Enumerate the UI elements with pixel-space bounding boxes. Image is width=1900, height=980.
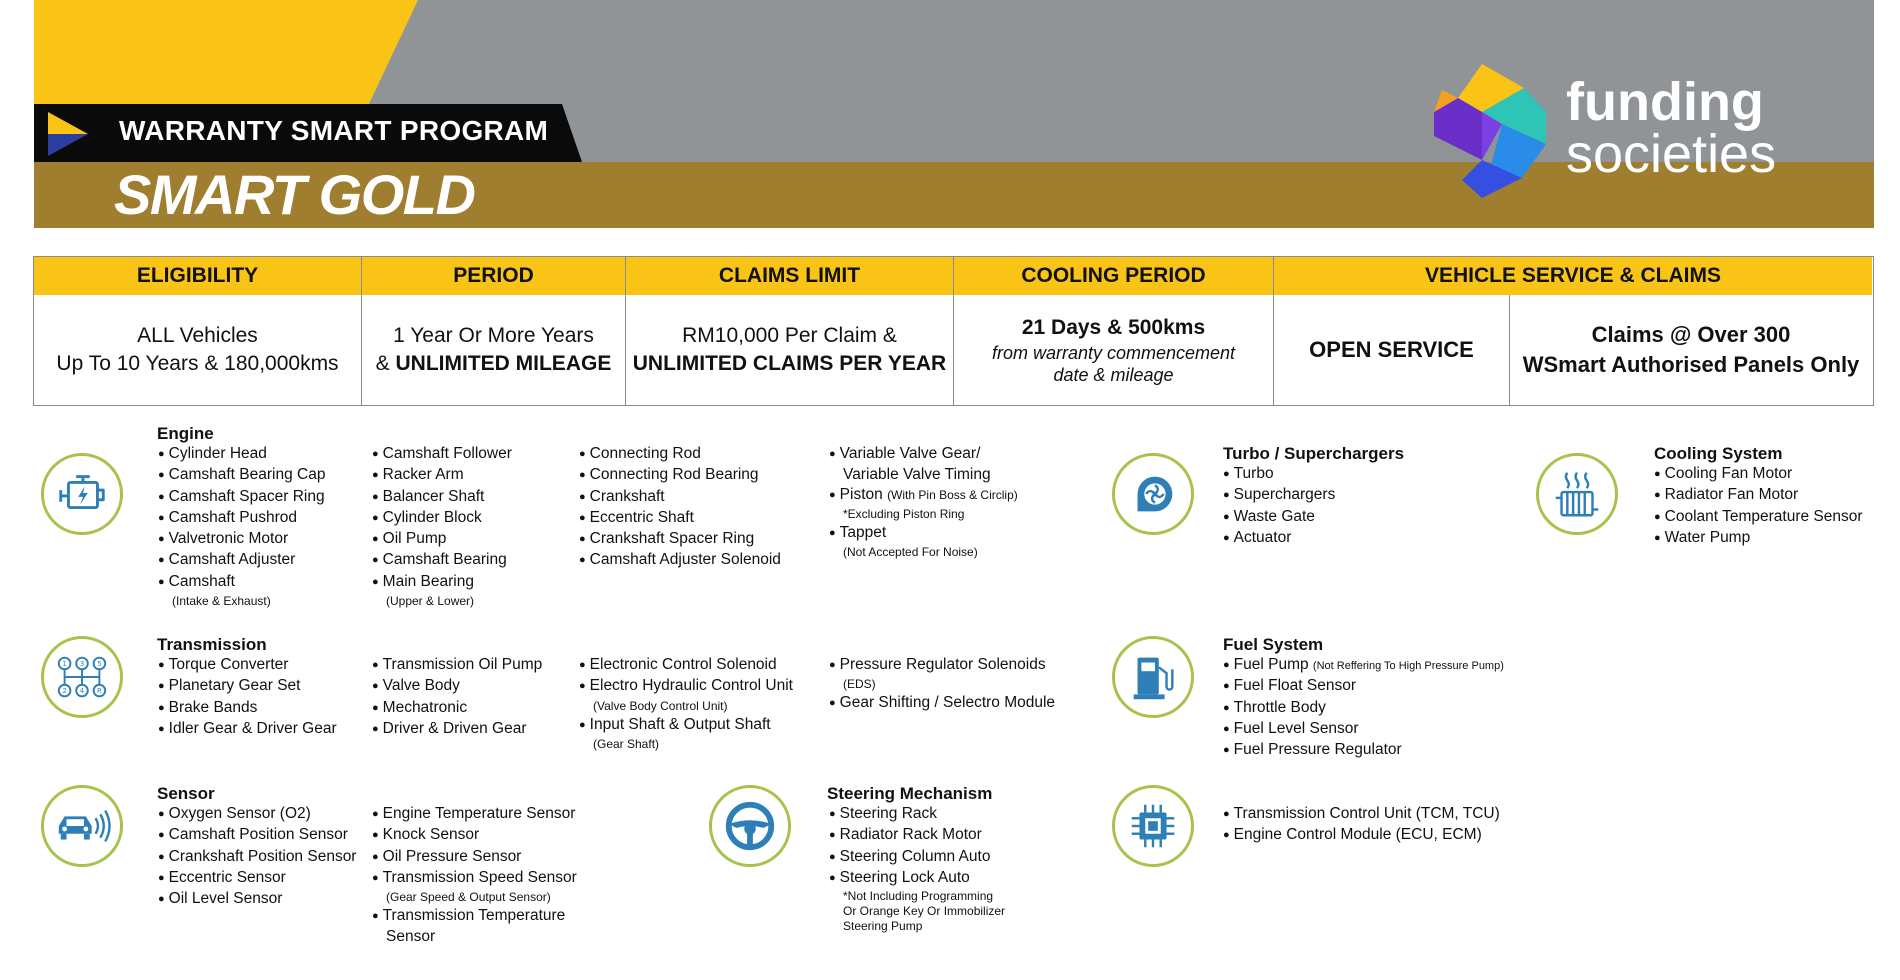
- list-item: ● Transmission Temperature: [372, 906, 577, 927]
- engine-title: Engine: [157, 424, 214, 443]
- cooling-period-line-2: from warranty commencement: [991, 343, 1236, 363]
- list-item: ● Valvetronic Motor: [158, 529, 325, 550]
- cooling-period-line-1: 21 Days & 500kms: [1021, 316, 1206, 339]
- list-item: ● Waste Gate: [1223, 507, 1335, 528]
- list-note: (Upper & Lower): [386, 594, 475, 609]
- list-item: ● Gear Shifting / Selectro Module: [829, 693, 1055, 714]
- list-item: ● Camshaft Position Sensor: [158, 825, 356, 846]
- list-item: ● Fuel Pressure Regulator: [1223, 740, 1504, 761]
- fuel-pump-label: Fuel Pump: [1233, 656, 1309, 673]
- list-item: ● Torque Converter: [158, 655, 337, 676]
- list-item: ● Mechatronic: [372, 698, 542, 719]
- control-module-list: [1223, 804, 1500, 847]
- list-item-continued: Variable Valve Timing: [843, 466, 991, 484]
- list-item: ● Crankshaft Spacer Ring: [579, 529, 781, 550]
- svg-text:2: 2: [62, 686, 67, 695]
- list-item: ● Camshaft Adjuster Solenoid: [579, 550, 781, 571]
- engine-list-4: [829, 444, 1018, 561]
- list-item: ● Steering Column Auto: [829, 847, 1005, 868]
- list-item: ● Connecting Rod: [579, 444, 781, 465]
- period-line-2: [376, 350, 612, 378]
- list-item: ● Connecting Rod Bearing: [579, 465, 781, 486]
- list-item: ● Crankshaft: [579, 487, 781, 508]
- eligibility-header: ELIGIBILITY: [34, 257, 361, 295]
- list-item-continued: Sensor: [386, 928, 436, 946]
- list-item: ● Pressure Regulator Solenoids: [829, 655, 1055, 676]
- period-line-2-prefix: &: [375, 352, 396, 375]
- list-item: ● Idler Gear & Driver Gear: [158, 719, 337, 740]
- engine-list-2: [372, 444, 512, 610]
- turbo-list: [1223, 464, 1335, 549]
- svg-text:5: 5: [97, 659, 102, 668]
- list-item: ● Eccentric Sensor: [158, 868, 356, 889]
- list-note: (Gear Speed & Output Sensor): [386, 890, 551, 905]
- engine-list-3: [579, 444, 781, 572]
- list-item: ● Balancer Shaft: [372, 487, 512, 508]
- list-item: ● Radiator Fan Motor: [1654, 485, 1863, 506]
- funding-societies-logo-icon: [1412, 60, 1552, 200]
- list-item: ● Electro Hydraulic Control Unit: [579, 676, 793, 697]
- claims-limit-line-2: UNLIMITED CLAIMS PER YEAR: [632, 352, 947, 375]
- list-item: ● Camshaft: [158, 572, 325, 593]
- transmission-title: Transmission: [157, 635, 267, 654]
- cooling-list: [1654, 464, 1863, 549]
- cooling-title: Cooling System: [1654, 444, 1783, 463]
- list-item: ● Cylinder Block: [372, 508, 512, 529]
- vehicle-service-header: VEHICLE SERVICE & CLAIMS: [1274, 257, 1872, 295]
- open-service-label: OPEN SERVICE: [1309, 337, 1474, 362]
- svg-text:R: R: [97, 686, 102, 695]
- list-item: ● Tappet: [829, 523, 1018, 544]
- steering-wheel-icon: [709, 785, 791, 867]
- list-item: ● Valve Body: [372, 676, 542, 697]
- transmission-list-4: [829, 655, 1055, 715]
- list-item: ● Oil Pressure Sensor: [372, 847, 577, 868]
- cooling-period-column: [954, 257, 1274, 405]
- logo-line-1: funding: [1566, 72, 1764, 132]
- list-note: (Valve Body Control Unit): [593, 698, 728, 713]
- sensor-list-2: [372, 804, 577, 947]
- claims-limit-line-1: RM10,000 Per Claim &: [682, 324, 897, 347]
- transmission-list-2: [372, 655, 542, 740]
- eligibility-column: [34, 257, 362, 405]
- period-body: [362, 295, 625, 405]
- claims-panel-cell: [1510, 295, 1872, 405]
- sensor-list-1: [158, 804, 356, 910]
- fuel-pump-detail: (Not Reffering To High Pressure Pump): [1312, 660, 1504, 672]
- list-item: ● Transmission Control Unit (TCM, TCU): [1223, 804, 1500, 825]
- transmission-list-1: [158, 655, 337, 740]
- summary-table: [33, 256, 1874, 406]
- engine-list-1: [158, 444, 325, 610]
- list-item: ● Steering Rack: [829, 804, 1005, 825]
- claims-panel-line-2: WSmart Authorised Panels Only: [1522, 352, 1860, 377]
- list-note: *Excluding Piston Ring: [843, 506, 965, 521]
- logo-wordmark: [1566, 72, 1777, 184]
- cooling-period-header: COOLING PERIOD: [954, 257, 1273, 295]
- engine-icon: [41, 453, 123, 535]
- piston-detail: (With Pin Boss & Circlip): [887, 487, 1018, 502]
- list-item: ● Camshaft Follower: [372, 444, 512, 465]
- list-item: ● Electronic Control Solenoid: [579, 655, 793, 676]
- chip-icon: [1112, 785, 1194, 867]
- list-item: [1223, 655, 1504, 676]
- cooling-period-line-3: date & mileage: [1053, 365, 1174, 385]
- list-item: ● Camshaft Adjuster: [158, 550, 325, 571]
- list-item: [829, 485, 1018, 506]
- list-item: ● Camshaft Spacer Ring: [158, 487, 325, 508]
- list-item: ● Transmission Speed Sensor: [372, 868, 577, 889]
- list-item: ● Fuel Level Sensor: [1223, 719, 1504, 740]
- list-note: Steering Pump: [843, 919, 923, 934]
- vehicle-service-body: [1274, 295, 1872, 405]
- svg-text:3: 3: [79, 659, 85, 668]
- cooling-period-body: [954, 295, 1273, 405]
- list-item: ● Throttle Body: [1223, 698, 1504, 719]
- turbo-title: Turbo / Superchargers: [1223, 444, 1405, 463]
- list-item: ● Cylinder Head: [158, 444, 325, 465]
- fuel-pump-icon: [1112, 636, 1194, 718]
- eligibility-body: [34, 295, 361, 405]
- transmission-list-3: [579, 655, 793, 753]
- list-item: ● Camshaft Bearing: [372, 550, 512, 571]
- list-item: ● Turbo: [1223, 464, 1335, 485]
- list-item: ● Oil Level Sensor: [158, 889, 356, 910]
- period-header: PERIOD: [362, 257, 625, 295]
- claims-limit-body: [626, 295, 953, 405]
- list-item: ● Planetary Gear Set: [158, 676, 337, 697]
- list-item: ● Knock Sensor: [372, 825, 577, 846]
- list-note: *Not Including Programming: [843, 889, 994, 904]
- list-item: ● Oxygen Sensor (O2): [158, 804, 356, 825]
- fuel-list: [1223, 655, 1504, 761]
- list-item: ● Input Shaft & Output Shaft: [579, 715, 793, 736]
- logo-line-2: societies: [1566, 124, 1777, 184]
- list-note: Or Orange Key Or Immobilizer: [843, 904, 1006, 919]
- period-column: [362, 257, 626, 405]
- vehicle-service-column: [1274, 257, 1872, 405]
- car-sensor-icon: [41, 785, 123, 867]
- list-item: ● Racker Arm: [372, 465, 512, 486]
- list-note: (Gear Shaft): [593, 736, 660, 751]
- eligibility-line-2: Up To 10 Years & 180,000kms: [56, 352, 339, 375]
- claims-limit-header: CLAIMS LIMIT: [626, 257, 953, 295]
- open-service-cell: [1274, 295, 1510, 405]
- header-banner: [34, 0, 1874, 228]
- list-item: ● Main Bearing: [372, 572, 512, 593]
- list-item: ● Eccentric Shaft: [579, 508, 781, 529]
- steering-title: Steering Mechanism: [827, 784, 993, 803]
- list-item: ● Camshaft Pushrod: [158, 508, 325, 529]
- list-item: ● Water Pump: [1654, 528, 1863, 549]
- list-item: ● Engine Temperature Sensor: [372, 804, 577, 825]
- list-note: (Intake & Exhaust): [172, 594, 271, 609]
- list-item: ● Cooling Fan Motor: [1654, 464, 1863, 485]
- claims-panel-line-1: Claims @ Over 300: [1591, 322, 1791, 347]
- list-note: (Not Accepted For Noise): [843, 545, 978, 560]
- steering-list: [829, 804, 1005, 934]
- period-line-1: 1 Year Or More Years: [393, 324, 594, 347]
- sensor-title: Sensor: [157, 784, 215, 803]
- claims-limit-column: [626, 257, 954, 405]
- program-title: WARRANTY SMART PROGRAM: [119, 115, 549, 146]
- period-line-2-bold: UNLIMITED MILEAGE: [395, 352, 612, 375]
- list-item: ● Variable Valve Gear/: [829, 444, 1018, 465]
- list-item: ● Radiator Rack Motor: [829, 825, 1005, 846]
- list-item: ● Superchargers: [1223, 485, 1335, 506]
- list-item: ● Brake Bands: [158, 698, 337, 719]
- eligibility-line-1: ALL Vehicles: [137, 324, 258, 347]
- list-item: ● Oil Pump: [372, 529, 512, 550]
- list-note: (EDS): [843, 677, 876, 692]
- list-item: ● Actuator: [1223, 528, 1335, 549]
- radiator-icon: [1536, 453, 1618, 535]
- svg-text:1: 1: [62, 659, 67, 668]
- turbo-icon: [1112, 453, 1194, 535]
- svg-text:4: 4: [79, 686, 85, 695]
- list-item: ● Fuel Float Sensor: [1223, 676, 1504, 697]
- list-item: ● Camshaft Bearing Cap: [158, 465, 325, 486]
- plan-title: SMART GOLD: [114, 163, 475, 226]
- gear-shift-icon: [41, 636, 123, 718]
- fuel-title: Fuel System: [1223, 635, 1324, 654]
- list-item: ● Steering Lock Auto: [829, 868, 1005, 889]
- piston-label: Piston: [839, 485, 883, 503]
- list-item: ● Coolant Temperature Sensor: [1654, 507, 1863, 528]
- list-item: ● Engine Control Module (ECU, ECM): [1223, 825, 1500, 846]
- list-item: ● Crankshaft Position Sensor: [158, 847, 356, 868]
- list-item: ● Driver & Driven Gear: [372, 719, 542, 740]
- list-item: ● Transmission Oil Pump: [372, 655, 542, 676]
- play-arrow-icon: [48, 112, 88, 156]
